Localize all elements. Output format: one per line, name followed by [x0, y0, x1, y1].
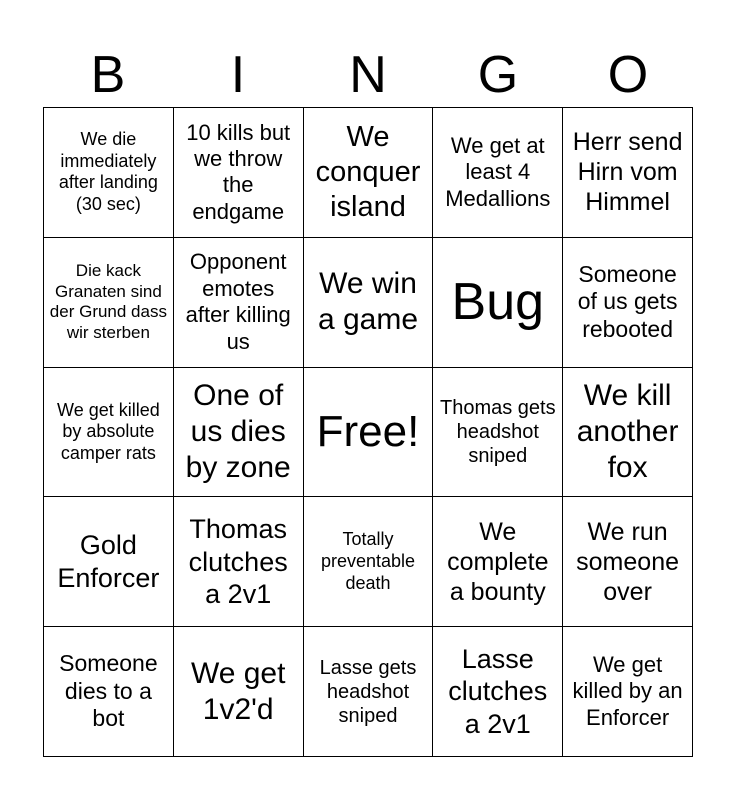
bingo-cell[interactable]: We run someone over — [563, 497, 693, 627]
bingo-cell[interactable]: We win a game — [304, 238, 434, 368]
bingo-cell[interactable]: We get killed by an Enforcer — [563, 627, 693, 757]
bingo-cell[interactable]: We complete a bounty — [433, 497, 563, 627]
bingo-cell[interactable]: Die kack Granaten sind der Grund dass wir sterben — [44, 238, 174, 368]
bingo-cell[interactable]: Bug — [433, 238, 563, 368]
header-letter-o: O — [607, 46, 649, 104]
bingo-cell[interactable]: We get 1v2'd — [174, 627, 304, 757]
bingo-cell[interactable]: Opponent emotes after killing us — [174, 238, 304, 368]
bingo-cell[interactable]: We get killed by absolute camper rats — [44, 368, 174, 498]
header-letter-i: I — [230, 46, 246, 104]
bingo-cell[interactable]: Totally preventable death — [304, 497, 434, 627]
bingo-cell[interactable]: Lasse gets headshot sniped — [304, 627, 434, 757]
bingo-cell[interactable]: One of us dies by zone — [174, 368, 304, 498]
bingo-cell[interactable]: Herr send Hirn vom Himmel — [563, 108, 693, 238]
bingo-cell[interactable]: Someone dies to a bot — [44, 627, 174, 757]
bingo-cell[interactable]: Thomas clutches a 2v1 — [174, 497, 304, 627]
bingo-grid — [43, 107, 693, 757]
free-space-cell[interactable]: Free! — [304, 368, 434, 498]
bingo-cell[interactable]: We die immediately after landing (30 sec) — [44, 108, 174, 238]
bingo-header — [43, 44, 693, 106]
header-letter-g: G — [477, 46, 519, 104]
bingo-cell[interactable]: 10 kills but we throw the endgame — [174, 108, 304, 238]
header-letter-b: B — [90, 46, 126, 104]
bingo-cell[interactable]: Someone of us gets rebooted — [563, 238, 693, 368]
bingo-cell[interactable]: We conquer island — [304, 108, 434, 238]
bingo-cell[interactable]: We get at least 4 Medallions — [433, 108, 563, 238]
bingo-cell[interactable]: Lasse clutches a 2v1 — [433, 627, 563, 757]
header-letter-n: N — [349, 46, 387, 104]
bingo-cell[interactable]: Thomas gets headshot sniped — [433, 368, 563, 498]
bingo-cell[interactable]: We kill another fox — [563, 368, 693, 498]
bingo-cell[interactable]: Gold Enforcer — [44, 497, 174, 627]
